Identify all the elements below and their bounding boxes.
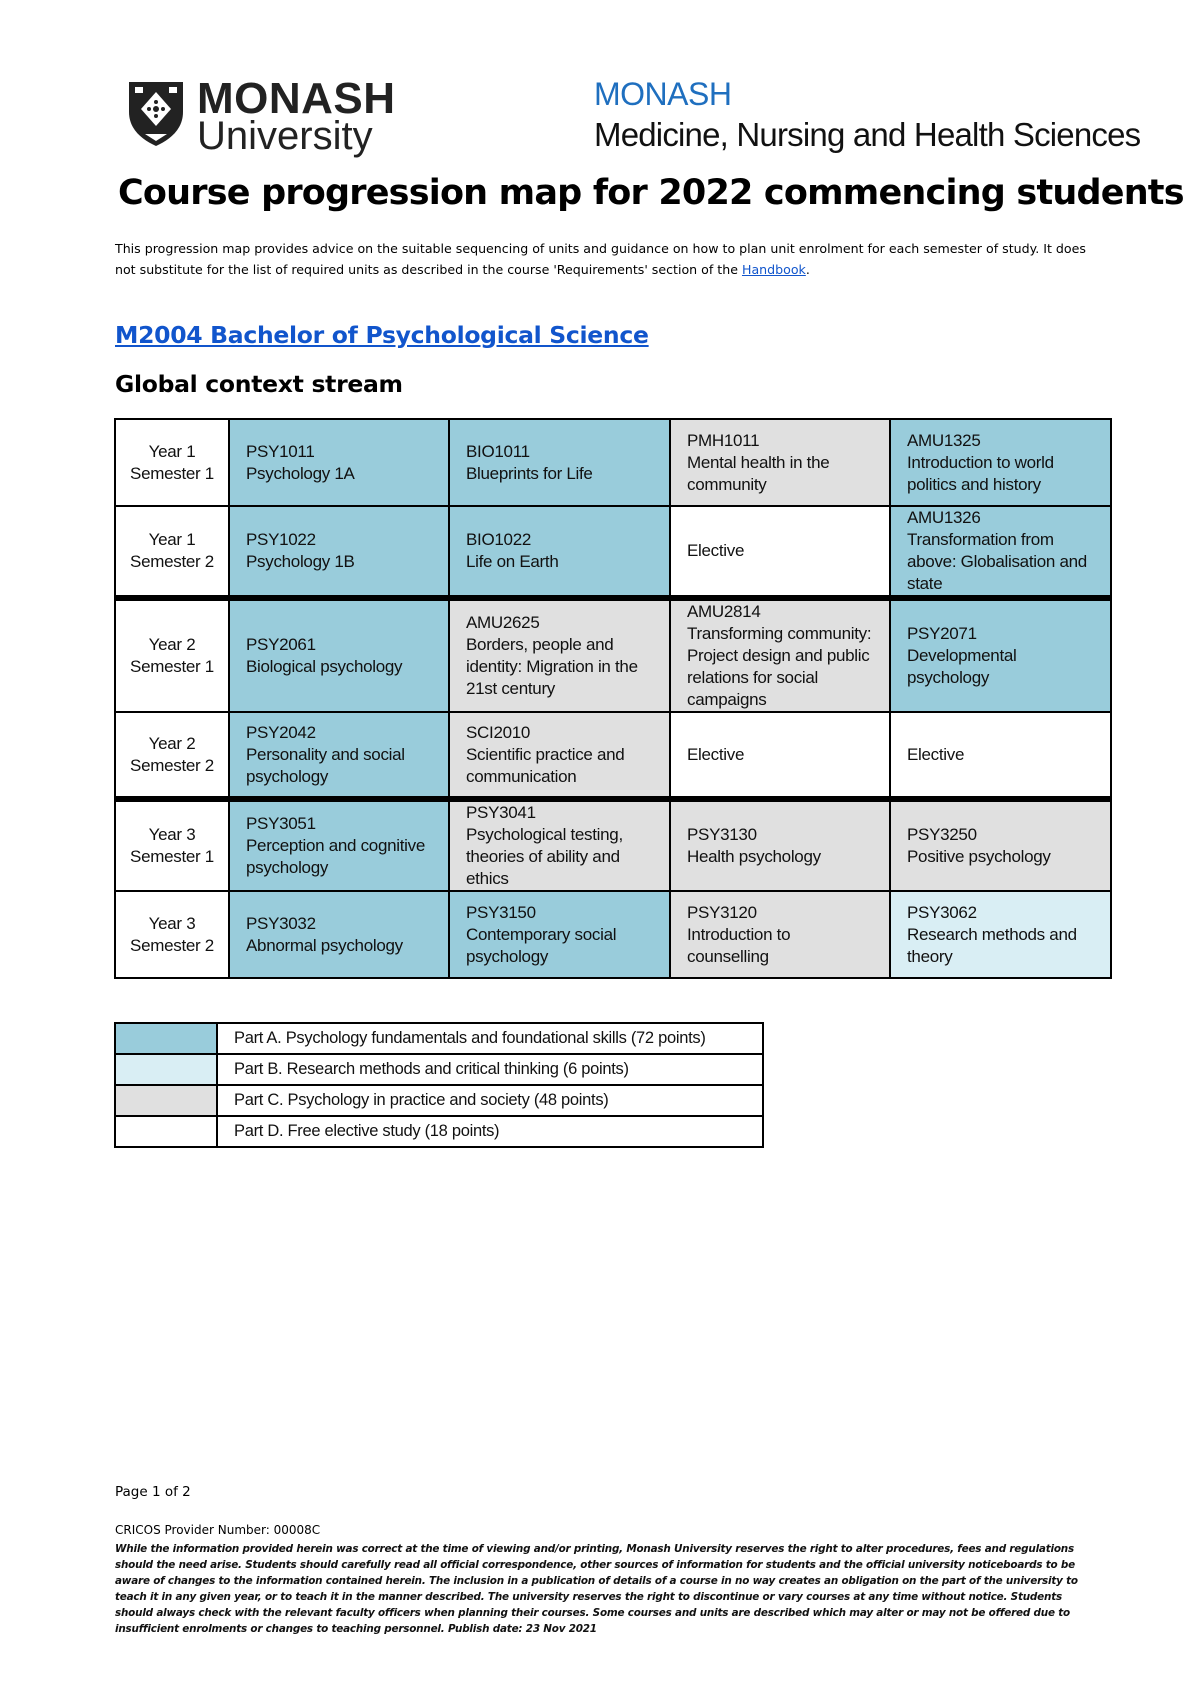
monash-university-logo <box>125 74 396 158</box>
legend-label: Part D. Free elective study (18 points) <box>217 1116 763 1147</box>
unit-name: Elective <box>687 541 745 560</box>
semester-row <box>115 506 1111 598</box>
cricos-number: CRICOS Provider Number: 00008C <box>115 1523 321 1537</box>
unit-cell <box>449 712 670 799</box>
legend-table <box>114 1022 764 1148</box>
unit-cell <box>449 799 670 891</box>
semester-label: Semester 2 <box>130 552 214 571</box>
unit-code: AMU2625 <box>466 613 540 632</box>
page-number: Page 1 of 2 <box>115 1484 191 1500</box>
unit-cell <box>449 891 670 978</box>
unit-name: Abnormal psychology <box>246 935 403 955</box>
logo-wordmark-university: University <box>197 114 373 158</box>
legend-label: Part A. Psychology fundamentals and foundational skills (72 points) <box>217 1023 763 1054</box>
year-semester-cell <box>115 506 229 598</box>
year-label: Year 3 <box>148 913 196 933</box>
unit-cell <box>449 506 670 598</box>
unit-name: Transforming community: Project design and public relations for social campaigns <box>687 624 872 709</box>
semester-row <box>115 891 1111 978</box>
unit-name: Research methods and theory <box>907 924 1077 966</box>
unit-name: Scientific practice and communication <box>466 744 625 786</box>
stream-title: Global context stream <box>115 370 403 398</box>
unit-cell <box>890 419 1111 506</box>
unit-name: Biological psychology <box>246 657 403 676</box>
document-title: Course progression map for 2022 commencing students <box>118 173 1184 213</box>
year-label: Year 3 <box>148 825 196 844</box>
semester-row <box>115 799 1111 891</box>
unit-name: Positive psychology <box>907 847 1051 866</box>
legend-swatch <box>115 1054 217 1085</box>
course-title-link[interactable]: M2004 Bachelor of Psychological Science <box>115 321 649 349</box>
unit-code: BIO1022 <box>466 530 532 549</box>
handbook-link[interactable]: Handbook <box>741 262 806 277</box>
unit-cell <box>229 598 449 712</box>
unit-cell <box>670 799 890 891</box>
unit-cell <box>229 419 449 506</box>
semester-label: Semester 1 <box>130 847 214 866</box>
year-label: Year 2 <box>148 635 196 654</box>
legend-row <box>115 1023 763 1054</box>
unit-code: PMH1011 <box>687 430 760 450</box>
unit-name: Life on Earth <box>466 552 559 571</box>
unit-name: Personality and social psychology <box>246 744 405 786</box>
unit-code: PSY3120 <box>687 902 757 922</box>
disclaimer-text: While the information provided herein was correct at the time of viewing and/or printing, Monash University reserves the right to alter procedures, fees and regulations should the need arise. Students should carefully read all official correspondence, other sources of information for students and the official university noticeboards to be aware of changes to the information contained herein. The inclusion in a publication of details of a course in no way creates an obligation on the part of the university to teach it in any given year, or to teach it in the manner described. The university reserves the right to discontinue or vary courses at any time without notice. Students should always check with the relevant faculty officers when planning their courses. Some courses and units are described which may alter or may not be offered due to insufficient enrolments or changes to teaching personnel. Publish date: 23 Nov 2021 <box>115 1543 1078 1635</box>
year-label: Year 1 <box>148 530 196 549</box>
unit-cell <box>229 712 449 799</box>
intro-text: This progression map provides advice on the suitable sequencing of units and guidance on how to plan unit enrolment for each semester of study. It does not substitute for the list of required units as described in the course 'Requirements' section of the <box>115 241 1086 277</box>
unit-name: Psychological testing, theories of ability and ethics <box>466 825 623 888</box>
unit-name: Elective <box>907 744 965 764</box>
unit-name: Developmental psychology <box>907 646 1017 687</box>
unit-cell <box>229 891 449 978</box>
legend-swatch <box>115 1085 217 1116</box>
unit-code: SCI2010 <box>466 722 531 742</box>
legend-label: Part C. Psychology in practice and society (48 points) <box>217 1085 763 1116</box>
semester-label: Semester 2 <box>130 935 214 955</box>
legend-swatch <box>115 1023 217 1054</box>
unit-cell <box>229 799 449 891</box>
unit-cell <box>890 799 1111 891</box>
unit-name: Introduction to counselling <box>687 924 791 966</box>
semester-row <box>115 419 1111 506</box>
unit-code: PSY3032 <box>246 913 316 933</box>
year-semester-cell <box>115 419 229 506</box>
unit-code: PSY1022 <box>246 530 316 549</box>
unit-code: PSY3041 <box>466 803 536 822</box>
faculty-brand: MONASH <box>594 76 732 112</box>
semester-row <box>115 598 1111 712</box>
progression-map-table <box>114 418 1112 979</box>
year-semester-cell <box>115 891 229 978</box>
unit-cell <box>670 598 890 712</box>
year-semester-cell <box>115 712 229 799</box>
unit-cell <box>890 598 1111 712</box>
unit-name: Contemporary social psychology <box>466 924 617 966</box>
unit-code: PSY3051 <box>246 814 316 833</box>
semester-row <box>115 712 1111 799</box>
unit-cell <box>670 891 890 978</box>
unit-code: AMU2814 <box>687 602 761 621</box>
unit-code: PSY3250 <box>907 825 977 844</box>
unit-code: AMU1325 <box>907 430 981 450</box>
university-crest-icon <box>125 78 187 148</box>
unit-name: Psychology 1A <box>246 463 355 483</box>
unit-name: Mental health in the community <box>687 452 830 494</box>
unit-cell <box>890 712 1111 799</box>
unit-code: AMU1326 <box>907 508 981 527</box>
unit-code: PSY2061 <box>246 635 316 654</box>
legend-row <box>115 1054 763 1085</box>
unit-code: PSY3130 <box>687 825 757 844</box>
unit-cell <box>890 891 1111 978</box>
unit-name: Elective <box>687 744 745 764</box>
unit-cell <box>670 712 890 799</box>
intro-end: . <box>805 262 810 277</box>
unit-name: Blueprints for Life <box>466 463 593 483</box>
year-semester-cell <box>115 799 229 891</box>
unit-name: Transformation from above: Globalisation and state <box>907 530 1087 593</box>
semester-label: Semester 1 <box>130 463 214 483</box>
unit-name: Perception and cognitive psychology <box>246 836 425 877</box>
legend-label: Part B. Research methods and critical thinking (6 points) <box>217 1054 763 1085</box>
semester-label: Semester 1 <box>130 657 214 676</box>
semester-label: Semester 2 <box>130 755 214 775</box>
unit-cell <box>229 506 449 598</box>
unit-cell <box>449 419 670 506</box>
unit-cell <box>670 506 890 598</box>
legend-row <box>115 1085 763 1116</box>
year-label: Year 2 <box>148 733 196 753</box>
unit-code: PSY3062 <box>907 902 977 922</box>
unit-name: Health psychology <box>687 847 821 866</box>
legend-swatch <box>115 1116 217 1147</box>
unit-code: PSY1011 <box>246 441 315 461</box>
unit-name: Borders, people and identity: Migration in the 21st century <box>466 635 638 698</box>
unit-cell <box>670 419 890 506</box>
unit-code: PSY2071 <box>907 624 977 643</box>
unit-cell <box>890 506 1111 598</box>
unit-cell <box>449 598 670 712</box>
unit-name: Introduction to world politics and history <box>907 452 1054 494</box>
faculty-name: Medicine, Nursing and Health Sciences <box>594 116 1141 153</box>
unit-code: PSY3150 <box>466 902 536 922</box>
unit-code: PSY2042 <box>246 722 316 742</box>
unit-code: BIO1011 <box>466 441 530 461</box>
unit-name: Psychology 1B <box>246 552 355 571</box>
intro-paragraph <box>115 238 1095 280</box>
logo-wordmark-monash: MONASH <box>197 74 396 123</box>
year-semester-cell <box>115 598 229 712</box>
legend-row <box>115 1116 763 1147</box>
year-label: Year 1 <box>148 441 196 461</box>
